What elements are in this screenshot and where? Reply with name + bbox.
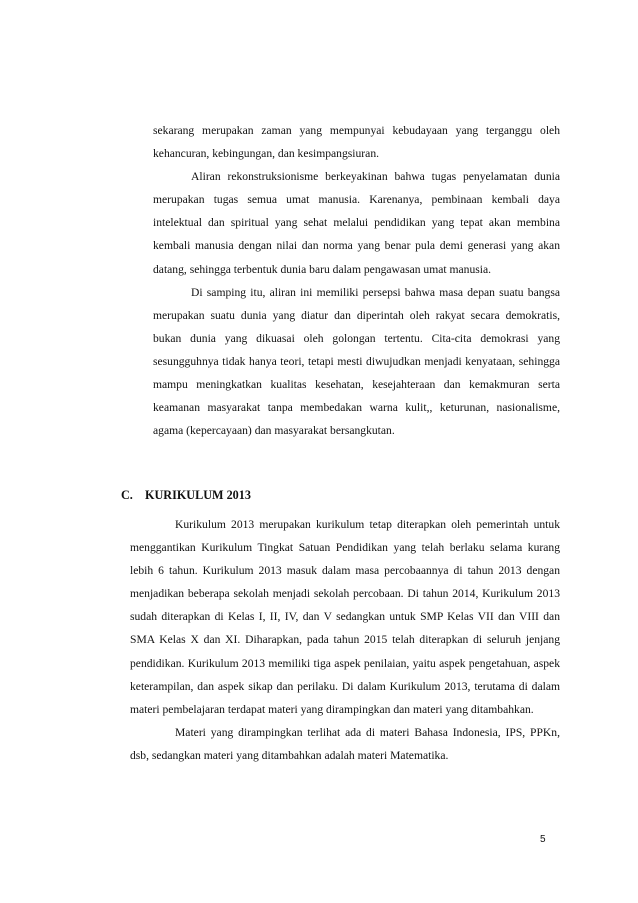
section-paragraph: Kurikulum 2013 merupakan kurikulum tetap diterapkan oleh pemerintah untuk menggantikan Kurikulum Tingkat Satuan Pendidikan yang telah berlaku selama kurang lebih 6 tahun. Kurikulum 2013 masuk dalam masa percobaannya di tahun 2013 dengan menjadikan beberapa sekolah menjadi sekolah percobaan. Di tahun 2014, Kurikulum 2013 sudah diterapkan di Kelas I, II, IV, dan V sedangkan untuk SMP Kelas VII dan VIII dan SMA Kelas X dan XI. Diharapkan, pada tahun 2015 telah diterapkan di seluruh jenjang pendidikan. Kurikulum 2013 memiliki tiga aspek penilaian, yaitu aspek pengetahuan, aspek keterampilan, dan aspek sikap dan perilaku. Di dalam Kurikulum 2013, terutama di dalam materi pembelajaran terdapat materi yang dirampingkan dan materi yang ditambahkan. [130,518,560,716]
page-number: 5 [540,834,546,845]
intro-paragraph: Aliran rekonstruksionisme berkeyakinan bahwa tugas penyelamatan dunia merupakan tugas semua umat manusia. Karenanya, pembinaan kembali daya intelektual dan spiritual yang sehat melalui pendidikan yang tepat akan membina kembali manusia dengan nilai dan norma yang benar pula demi generasi yang akan datang, sehingga terbentuk dunia baru dalam pengawasan umat manusia. [153,170,560,276]
section-heading [121,488,251,503]
intro-paragraph: Di samping itu, aliran ini memiliki persepsi bahwa masa depan suatu bangsa merupakan suatu dunia yang diatur dan diperintah oleh rakyat secara demokratis, bukan dunia yang dikuasai oleh golongan tertentu. Cita-cita demokrasi yang sesungguhnya tidak hanya teori, tetapi mesti diwujudkan menjadi kenyataan, sehingga mampu meningkatkan kualitas kesehatan, kesejahteraan dan kemakmuran serta keamanan masyarakat tanpa membedakan warna kulit,, keturunan, nasionalisme, agama (kepercayaan) dan masyarakat bersangkutan. [153,285,560,438]
intro-paragraph: sekarang merupakan zaman yang mempunyai kebudayaan yang terganggu oleh kehancuran, kebingungan, dan kesimpangsiuran. [153,124,560,161]
section-paragraph: Materi yang dirampingkan terlihat ada di materi Bahasa Indonesia, IPS, PPKn, dsb, sedangkan materi yang ditambahkan adalah materi Matematika. [130,725,560,762]
section-body [130,513,560,767]
section-letter: C. [121,488,133,502]
intro-text [153,119,560,442]
section-title: KURIKULUM 2013 [145,488,251,502]
